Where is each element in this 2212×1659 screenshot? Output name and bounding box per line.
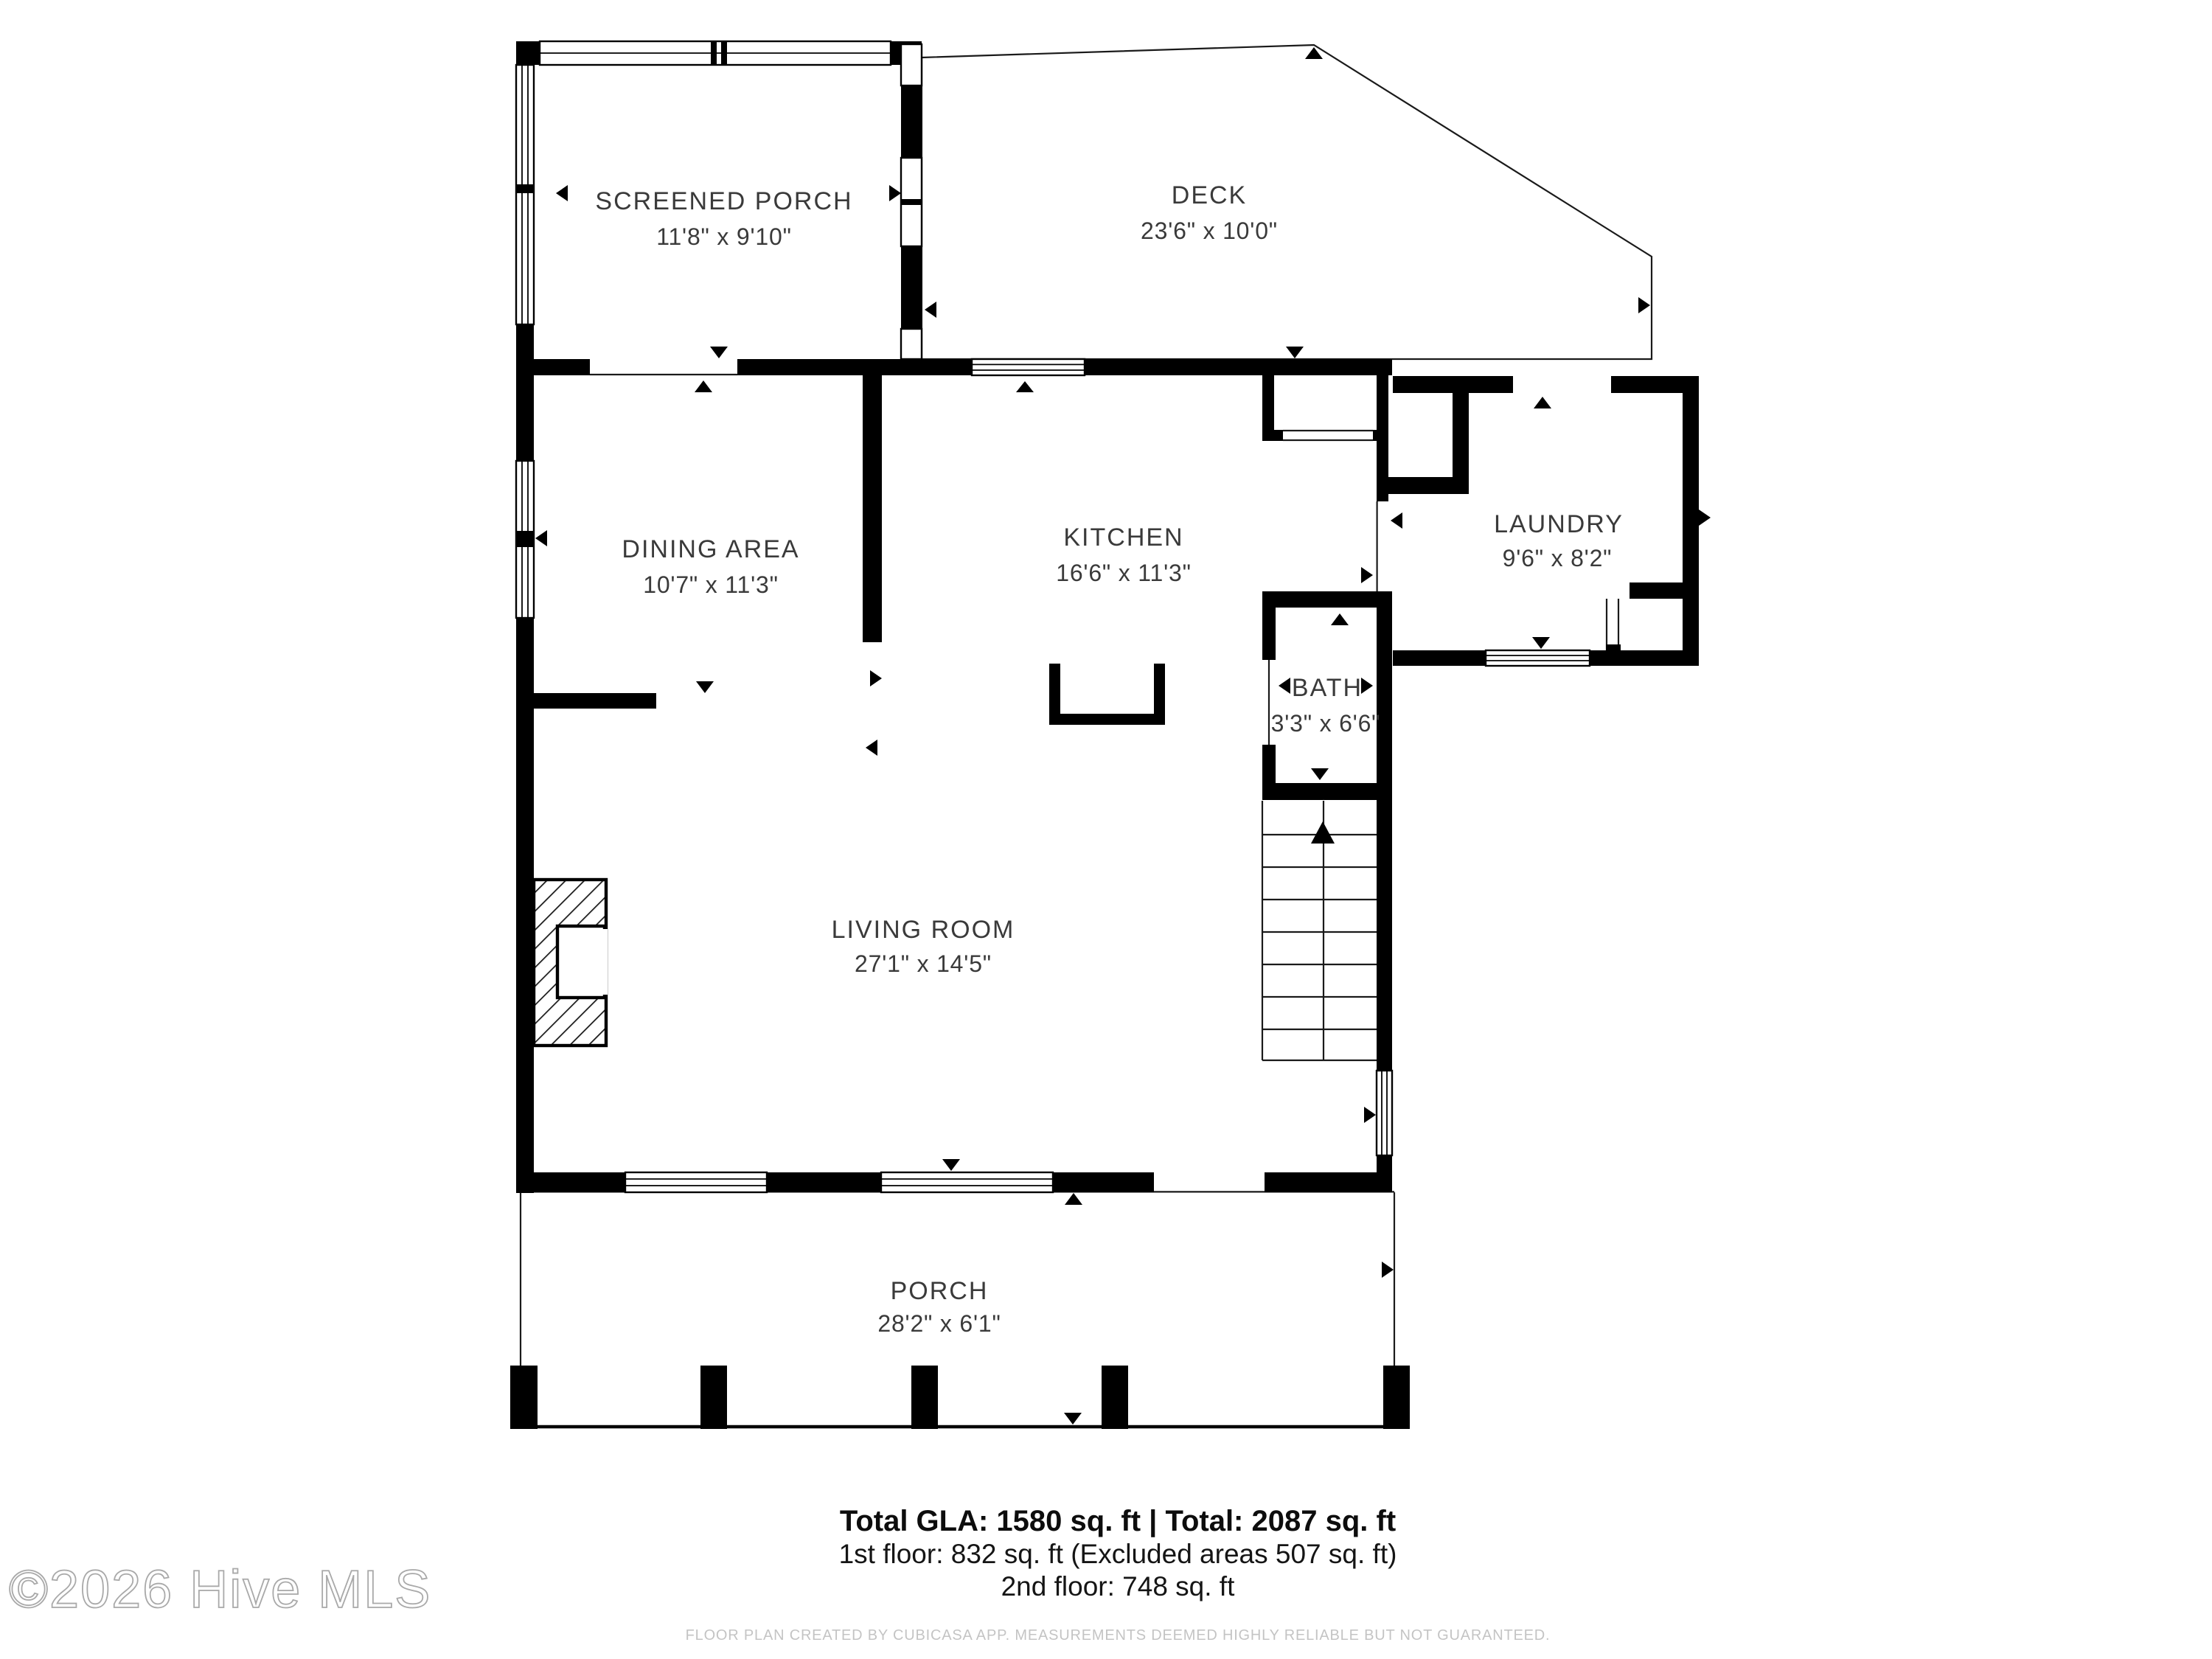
room-label-porch: PORCH [890, 1277, 989, 1305]
watermark-text: ©2026 Hive MLS [9, 1560, 432, 1619]
disclaimer-text: FLOOR PLAN CREATED BY CUBICASA APP. MEASUREMENTS DEEMED HIGHLY RELIABLE BUT NOT GUARANTEED. [685, 1627, 1551, 1644]
room-label-deck: DECK [1171, 181, 1248, 209]
room-dims-living-room: 27'1" x 14'5" [855, 950, 992, 977]
room-dims-deck: 23'6" x 10'0" [1141, 218, 1278, 244]
room-label-kitchen: KITCHEN [1063, 524, 1184, 552]
room-label-screened-porch: SCREENED PORCH [595, 187, 853, 215]
room-dims-porch: 28'2" x 6'1" [877, 1310, 1001, 1337]
room-label-laundry: LAUNDRY [1494, 510, 1624, 538]
summary-second-floor: 2nd floor: 748 sq. ft [1001, 1571, 1235, 1601]
porch-corner-post [516, 41, 540, 65]
room-dims-kitchen: 16'6" x 11'3" [1056, 560, 1192, 586]
room-label-dining-area: DINING AREA [622, 535, 800, 563]
room-label-bath: BATH [1291, 674, 1363, 702]
room-dims-bath: 3'3" x 6'6" [1270, 710, 1381, 737]
summary-total-gla: Total GLA: 1580 sq. ft | Total: 2087 sq. ft [839, 1505, 1397, 1537]
room-label-living-room: LIVING ROOM [831, 916, 1015, 944]
fireplace [534, 880, 608, 1046]
porch-corner-post [516, 324, 534, 361]
summary-first-floor: 1st floor: 832 sq. ft (Excluded areas 507 sq. ft) [838, 1539, 1397, 1569]
room-dims-screened-porch: 11'8" x 9'10" [656, 223, 792, 250]
room-dims-dining-area: 10'7" x 11'3" [643, 571, 779, 598]
room-dims-laundry: 9'6" x 8'2" [1502, 545, 1613, 571]
